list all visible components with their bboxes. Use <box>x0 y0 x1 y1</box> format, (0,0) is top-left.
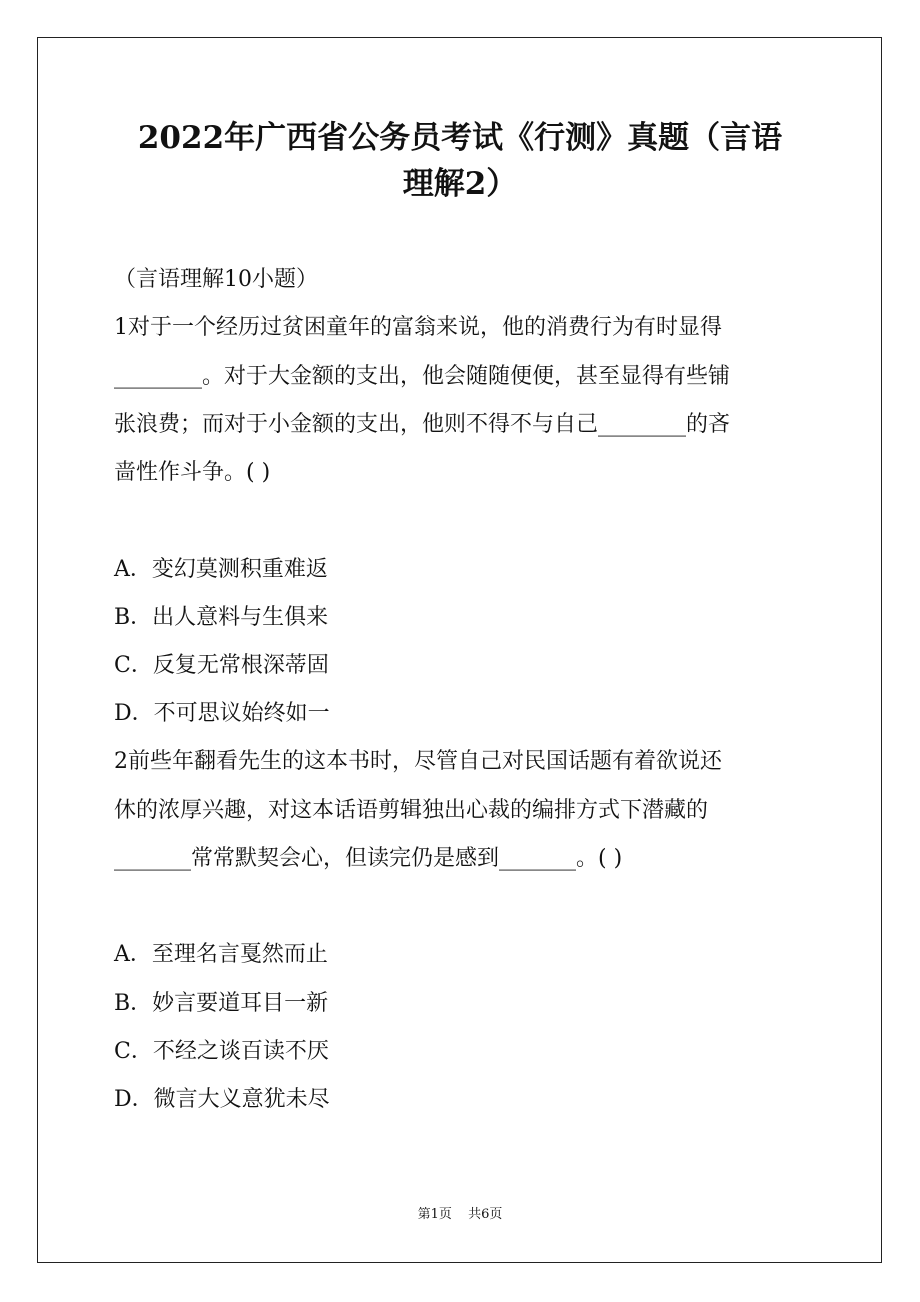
question-1-stem-line: 啬性作斗争。( ) <box>114 460 271 485</box>
question-2-option-d: D．微言大义意犹未尽 <box>114 1087 330 1112</box>
question-2-stem-line: _______常常默契会心，但读完仍是感到_______。( ) <box>114 846 623 871</box>
page-number-total: 共6页 <box>468 1207 503 1222</box>
page-footer <box>0 1206 920 1224</box>
document-title-line-2: 理解2） <box>402 166 518 202</box>
question-1-option-a: A．变幻莫测积重难返 <box>114 557 328 582</box>
question-2-stem-line: 2前些年翻看先生的这本书时，尽管自己对民国话题有着欲说还 <box>114 749 722 774</box>
page-number-current: 第1页 <box>417 1207 452 1222</box>
question-1-option-c: C．反复无常根深蒂固 <box>114 653 329 678</box>
question-1-stem-line: 1对于一个经历过贫困童年的富翁来说，他的消费行为有时显得 <box>114 315 722 340</box>
question-2-option-c: C．不经之谈百读不厌 <box>114 1039 329 1064</box>
question-2-option-b: B．妙言要道耳目一新 <box>114 991 329 1016</box>
question-1-option-d: D．不可思议始终如一 <box>114 701 330 726</box>
question-1-stem-line: ________。对于大金额的支出，他会随随便便，甚至显得有些铺 <box>114 364 731 389</box>
question-2-stem-line: 休的浓厚兴趣，对这本话语剪辑独出心裁的编排方式下潜藏的 <box>114 798 709 823</box>
page-border <box>37 37 882 1263</box>
section-label: （言语理解10小题） <box>114 267 318 292</box>
question-1-stem-line: 张浪费；而对于小金额的支出，他则不得不与自己________的吝 <box>114 412 731 437</box>
question-1-option-b: B．出人意料与生俱来 <box>114 605 329 630</box>
document-title-line-1: 2022年广西省公务员考试《行测》真题（言语 <box>137 120 783 156</box>
question-2-option-a: A．至理名言戛然而止 <box>114 942 328 967</box>
